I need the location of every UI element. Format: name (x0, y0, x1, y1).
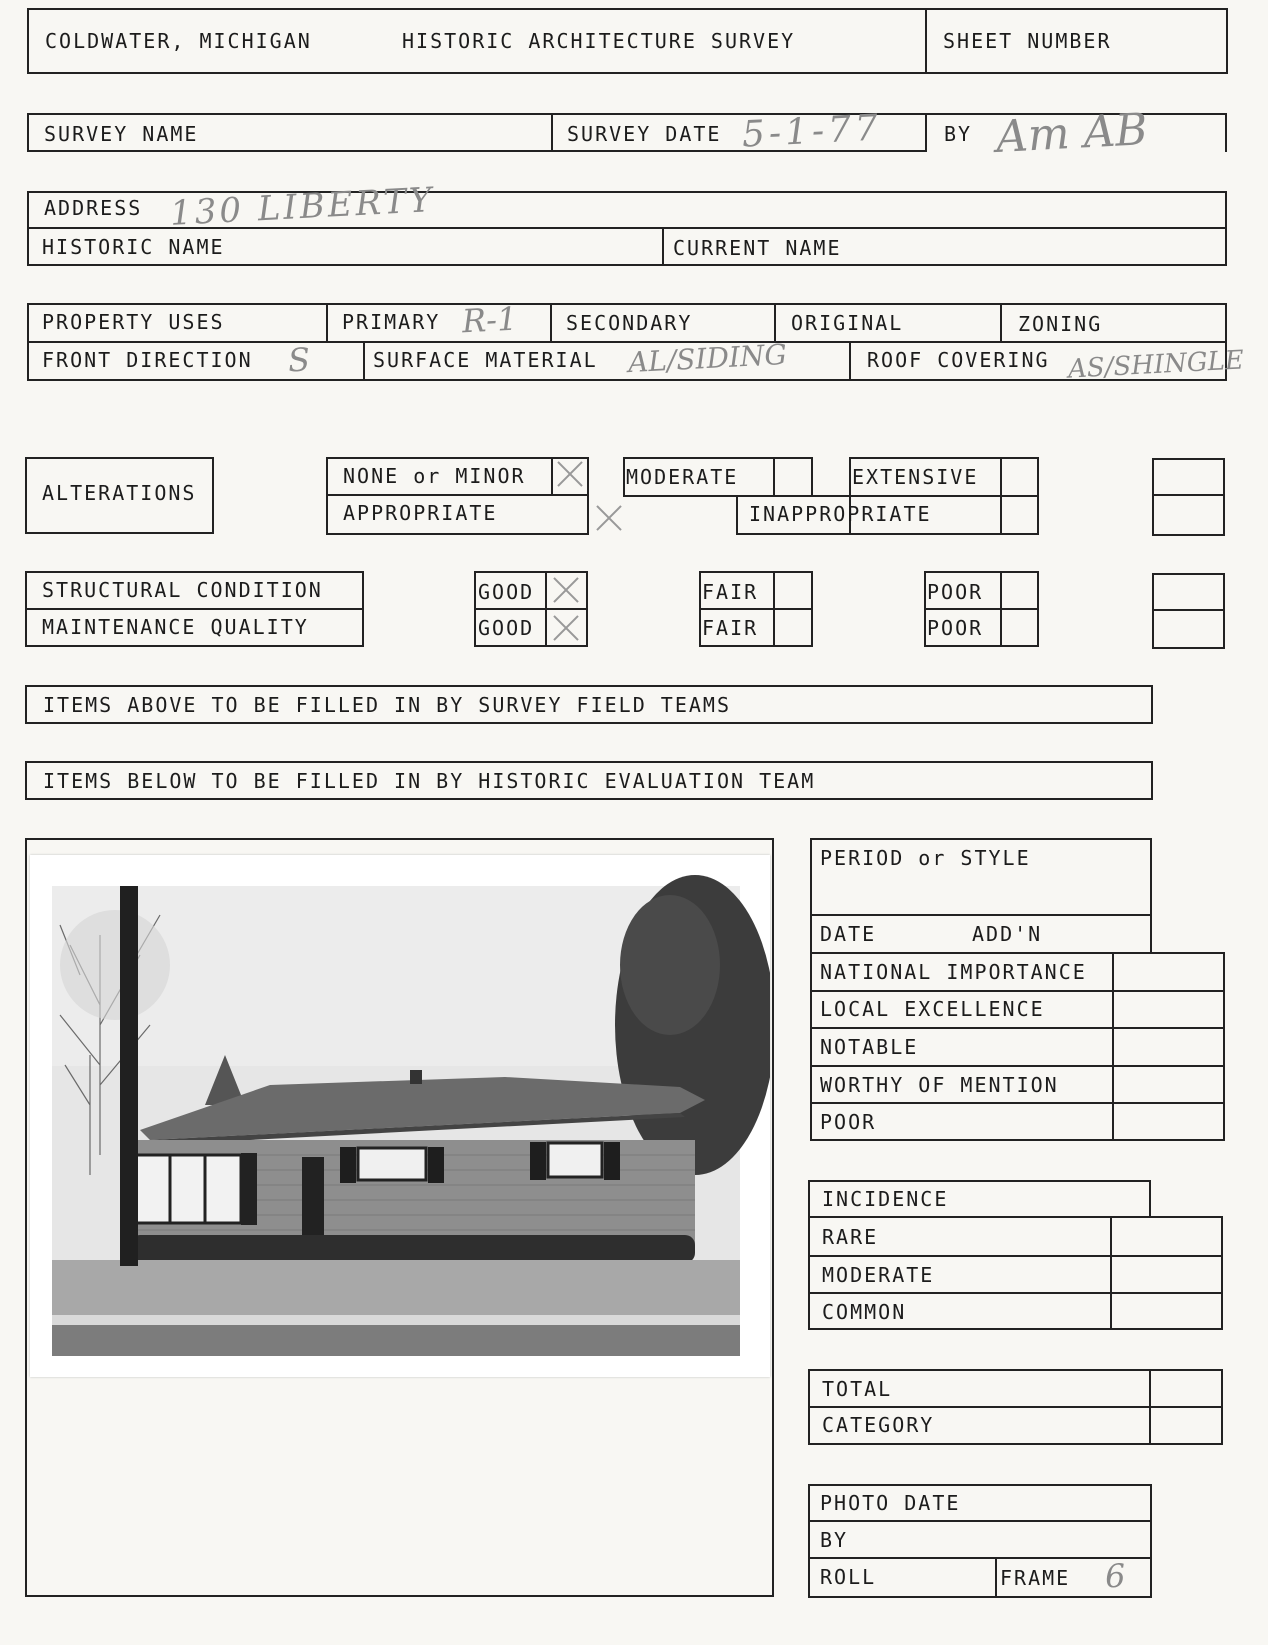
total-mid (808, 1406, 1223, 1408)
front-direction-label: FRONT DIRECTION (42, 348, 253, 372)
structural-poor-label: POOR (927, 580, 984, 604)
property-div1 (326, 303, 328, 343)
good-check-div (545, 571, 547, 647)
condition-label-mid (25, 608, 364, 610)
note-above-bottom (25, 722, 1153, 724)
photo-info-line1 (808, 1520, 1152, 1522)
property-div4 (1000, 303, 1002, 343)
survey-date-label: SURVEY DATE (567, 122, 722, 146)
secondary-label: SECONDARY (566, 311, 693, 335)
property-div2 (550, 303, 552, 343)
eval-line-worthy (810, 1065, 1225, 1067)
moderate-check-div (773, 457, 775, 497)
note-below-top (25, 761, 1153, 763)
structural-fair-label: FAIR (702, 580, 759, 604)
eval-right-lower (1223, 952, 1225, 1141)
notable-label: NOTABLE (820, 1035, 919, 1059)
total-label: TOTAL (822, 1377, 893, 1401)
property-uses-label: PROPERTY USES (42, 310, 225, 334)
inappropriate-label: INAPPROPRIATE (749, 502, 932, 526)
national-importance-label: NATIONAL IMPORTANCE (820, 960, 1087, 984)
survey-name-label: SURVEY NAME (44, 122, 199, 146)
incidence-right-upper (1149, 1180, 1151, 1218)
eval-top (810, 838, 1152, 840)
address-value: 130 LIBERTY (169, 180, 436, 234)
good-mid (474, 608, 588, 610)
eval-line-notable (810, 1027, 1225, 1029)
property-div3 (774, 303, 776, 343)
house-photo-image (30, 855, 770, 1377)
eval-line-poor (810, 1102, 1225, 1104)
survey-row-div2 (925, 113, 927, 152)
alterations-score-mid (1152, 494, 1225, 496)
note-above-left (25, 685, 27, 724)
property-bottom (27, 379, 1225, 381)
note-above-top (25, 685, 1153, 687)
survey-row-right (1225, 113, 1227, 152)
appropriate-label: APPROPRIATE (343, 501, 498, 525)
eval-score-div (1112, 952, 1114, 1141)
fair-mid (699, 608, 813, 610)
form-title: HISTORIC ARCHITECTURE SURVEY (402, 29, 796, 53)
address-div (662, 227, 664, 266)
note-below-right (1151, 761, 1153, 800)
maintenance-good-label: GOOD (478, 616, 535, 640)
address-label: ADDRESS (44, 196, 143, 220)
eval-bottom (810, 1139, 1225, 1141)
address-bottom (27, 264, 1225, 266)
survey-by-value: Am AB (994, 104, 1149, 163)
incidence-score-div (1110, 1216, 1112, 1330)
survey-row-div1 (551, 113, 553, 152)
photo-by-label: BY (820, 1528, 849, 1552)
historic-name-label: HISTORIC NAME (42, 235, 225, 259)
front-direction-value: S (287, 340, 311, 380)
surface-material-value: AL/SIDING (627, 337, 788, 380)
roll-label: ROLL (820, 1565, 877, 1589)
inappropriate-check-div (1000, 495, 1002, 535)
extensive-label: EXTENSIVE (852, 465, 979, 489)
property-div6 (849, 341, 851, 381)
frame-label: FRAME (1000, 1566, 1071, 1590)
incidence-right-lower (1221, 1216, 1223, 1330)
maintenance-good-mark (551, 614, 581, 644)
incidence-label: INCIDENCE (822, 1187, 949, 1211)
note-above-right (1151, 685, 1153, 724)
zoning-label: ZONING (1018, 312, 1103, 336)
none-minor-mark (555, 460, 585, 490)
alterations-score-box (1152, 458, 1225, 536)
surface-material-label: SURFACE MATERIAL (373, 348, 598, 372)
roof-covering-value: AS/SHINGLE (1067, 345, 1245, 385)
fair-check-div (773, 571, 775, 647)
photo-date-label: PHOTO DATE (820, 1491, 961, 1515)
incidence-line-rare (808, 1216, 1223, 1218)
photo-info-div (995, 1557, 997, 1598)
appropriate-mark (594, 504, 624, 534)
primary-value: R-1 (461, 299, 519, 341)
incidence-top (808, 1180, 1151, 1182)
address-right (1225, 191, 1227, 266)
category-label: CATEGORY (822, 1413, 935, 1437)
eval-right-upper (1150, 838, 1152, 954)
total-score-div (1149, 1369, 1151, 1445)
survey-date-value: 5-1-77 (740, 107, 883, 156)
incidence-line-common (808, 1292, 1223, 1294)
maintenance-fair-label: FAIR (702, 616, 759, 640)
alterations-label: ALTERATIONS (42, 481, 197, 505)
condition-score-box (1152, 573, 1225, 649)
moderate-label: MODERATE (626, 465, 739, 489)
none-minor-label: NONE or MINOR (343, 464, 526, 488)
structural-good-label: GOOD (478, 580, 535, 604)
local-excellence-label: LOCAL EXCELLENCE (820, 997, 1045, 1021)
alt-mid-line (326, 494, 589, 496)
structural-condition-label: STRUCTURAL CONDITION (42, 578, 323, 602)
property-mid (27, 341, 1225, 343)
incidence-moderate-label: MODERATE (822, 1263, 935, 1287)
poor-check-div (1000, 571, 1002, 647)
survey-row-left (27, 113, 29, 152)
common-label: COMMON (822, 1300, 907, 1324)
period-style-label: PERIOD or STYLE (820, 846, 1031, 870)
date-label: DATE (820, 922, 877, 946)
condition-score-mid (1152, 609, 1225, 611)
original-label: ORIGINAL (791, 311, 904, 335)
roof-covering-label: ROOF COVERING (867, 348, 1050, 372)
property-top (27, 303, 1225, 305)
sheet-number-label: SHEET NUMBER (943, 29, 1112, 53)
property-div5 (363, 341, 365, 381)
note-below-left (25, 761, 27, 800)
eval-line-local (810, 990, 1225, 992)
frame-value: 6 (1104, 1556, 1127, 1596)
city-label: COLDWATER, MICHIGAN (45, 29, 312, 53)
maintenance-quality-label: MAINTENANCE QUALITY (42, 615, 309, 639)
current-name-label: CURRENT NAME (673, 236, 842, 260)
photo-info-line2 (808, 1557, 1152, 1559)
address-left (27, 191, 29, 266)
eval-line-date (810, 914, 1152, 916)
primary-label: PRIMARY (342, 310, 441, 334)
maintenance-poor-label: POOR (927, 616, 984, 640)
appropriate-check-div (587, 494, 589, 535)
header-divider (925, 8, 927, 74)
none-minor-check-div (551, 457, 553, 495)
eval-line-national (810, 952, 1225, 954)
structural-good-mark (551, 576, 581, 606)
house-photo (30, 855, 770, 1377)
survey-by-label: BY (944, 122, 973, 146)
note-below-bottom (25, 798, 1153, 800)
note-above: ITEMS ABOVE TO BE FILLED IN BY SURVEY FIELD TEAMS (43, 693, 732, 717)
property-left (27, 303, 29, 381)
incidence-bottom (808, 1328, 1223, 1330)
eval-poor-label: POOR (820, 1110, 877, 1134)
addn-label: ADD'N (972, 922, 1043, 946)
worthy-of-mention-label: WORTHY OF MENTION (820, 1073, 1059, 1097)
note-below: ITEMS BELOW TO BE FILLED IN BY HISTORIC EVALUATION TEAM (43, 769, 816, 793)
poor-mid (924, 608, 1039, 610)
incidence-line-moderate (808, 1255, 1223, 1257)
rare-label: RARE (822, 1225, 879, 1249)
